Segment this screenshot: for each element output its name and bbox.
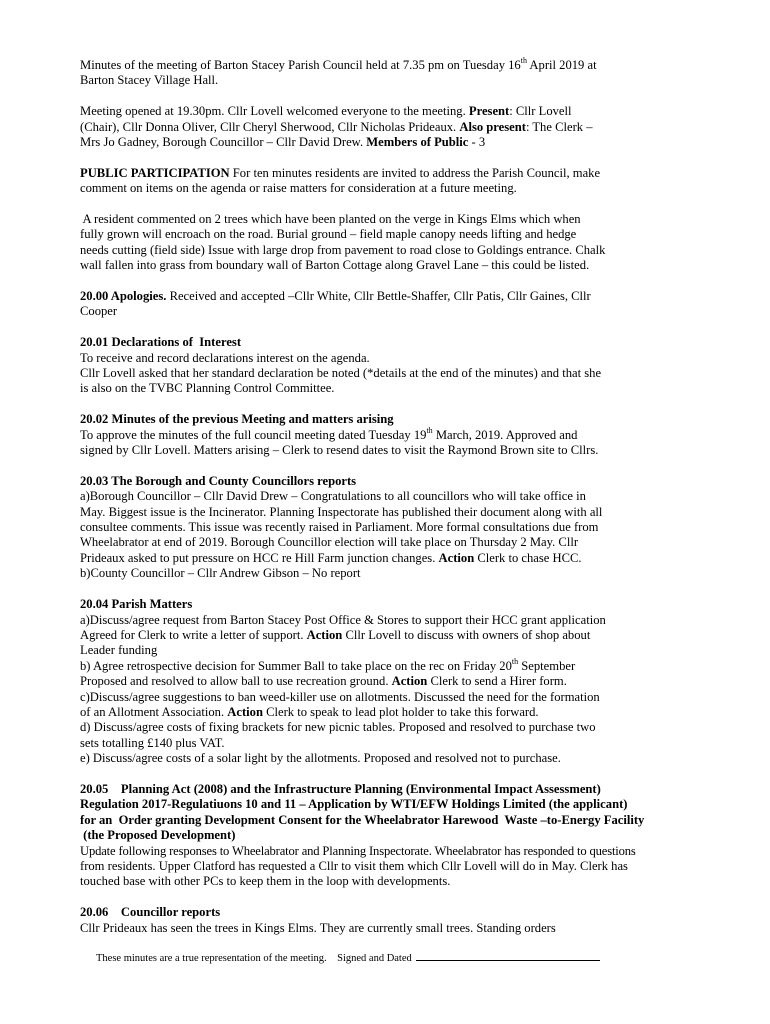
borough-line-3: consultee comments. This issue was recently raised in Parliament. More formal consultations due from bbox=[80, 520, 599, 535]
borough-line-1: a)Borough Councillor – Cllr David Drew – Congratulations to all councillors who will take office in bbox=[80, 489, 586, 504]
opening-text: : Cllr Lovell bbox=[509, 104, 572, 119]
minutes-text: March, 2019. Approved and bbox=[432, 427, 578, 442]
parish-matters-section bbox=[80, 597, 740, 766]
opening-text: Mrs Jo Gadney, Borough Councillor – Cllr David Drew. bbox=[80, 135, 367, 150]
parish-text: of an Allotment Association. bbox=[80, 704, 228, 719]
apologies-text: Received and accepted –Cllr White, Cllr Bettle-Shaffer, Cllr Patis, Cllr Gaines, Cllr bbox=[166, 289, 591, 304]
opening-text: : The Clerk – bbox=[525, 119, 593, 134]
public-line-2: comment on items on the agenda or raise matters for consideration at a future meeting. bbox=[80, 181, 517, 196]
planning-line-3: touched base with other PCs to keep them in the loop with developments. bbox=[80, 874, 451, 889]
minutes-line-2: signed by Cllr Lovell. Matters arising – Clerk to resend dates to visit the Raymond Brown site to Cllrs. bbox=[80, 443, 599, 458]
councillors-reports-section bbox=[80, 474, 740, 582]
ordinal-suffix: th bbox=[520, 56, 527, 66]
public-participation-heading: PUBLIC PARTICIPATION bbox=[80, 165, 230, 180]
intro-paragraph bbox=[80, 58, 740, 89]
parish-text: Agreed for Clerk to write a letter of support. bbox=[80, 627, 307, 642]
members-of-public-label: Members of Public bbox=[366, 135, 469, 150]
intro-text: April 2019 at bbox=[526, 58, 597, 72]
apologies-section bbox=[80, 289, 740, 320]
planning-act-section bbox=[80, 782, 740, 890]
apologies-line-2: Cooper bbox=[80, 304, 118, 319]
declarations-line-3: is also on the TVBC Planning Control Committee. bbox=[80, 381, 335, 396]
opening-paragraph bbox=[80, 104, 740, 150]
resident-line-3: needs cutting (field side) Issue with large drop from pavement to road close to Goldings entrance. Chalk bbox=[80, 242, 606, 257]
ordinal-suffix: th bbox=[426, 425, 433, 435]
minutes-line-1 bbox=[80, 425, 740, 443]
footer-text: These minutes are a true representation of the meeting. Signed and Dated bbox=[96, 953, 415, 964]
resident-comment-paragraph bbox=[80, 212, 740, 274]
declarations-heading: 20.01 Declarations of Interest bbox=[80, 335, 242, 350]
planning-heading-line-3: for an Order granting Development Consent for the Wheelabrator Harewood Waste –to-Energy Facility bbox=[80, 812, 645, 827]
opening-text: (Chair), Cllr Donna Oliver, Cllr Cheryl Sherwood, Cllr Nicholas Prideaux. bbox=[80, 119, 460, 134]
planning-line-2: from residents. Upper Clatford has requested a Cllr to visit them which Cllr Lovell will do in May. Clerk has bbox=[80, 858, 628, 873]
public-participation-paragraph bbox=[80, 166, 740, 197]
councillor-reports-heading: 20.06 Councillor reports bbox=[80, 905, 221, 920]
opening-line-3 bbox=[80, 135, 740, 150]
borough-line-4: Wheelabrator at end of 2019. Borough Councillor election will take place on Thursday 2 May. Cllr bbox=[80, 535, 579, 550]
public-text: For ten minutes residents are invited to address the Parish Council, make bbox=[229, 165, 601, 180]
opening-line-2 bbox=[80, 120, 740, 135]
action-label: Action bbox=[306, 627, 343, 642]
also-present-label: Also present bbox=[459, 119, 526, 134]
parish-text: Cllr Lovell to discuss with owners of shop about bbox=[342, 627, 591, 642]
parish-line-4 bbox=[80, 659, 740, 674]
planning-line-1: Update following responses to Wheelabrator and Planning Inspectorate. Wheelabrator has responded to questions bbox=[80, 843, 636, 858]
parish-text: Clerk to send a Hirer form. bbox=[427, 674, 567, 689]
borough-text: Clerk to chase HCC. bbox=[474, 550, 582, 565]
parish-line-6: c)Discuss/agree suggestions to ban weed-killer use on allotments. Discussed the need for the formation bbox=[80, 689, 600, 704]
borough-line-5 bbox=[80, 551, 740, 566]
signature-line bbox=[416, 951, 600, 961]
parish-line-3: Leader funding bbox=[80, 643, 158, 658]
present-label: Present bbox=[468, 104, 510, 119]
apologies-heading: 20.00 Apologies. bbox=[80, 289, 167, 304]
resident-line-4: wall fallen into grass from boundary wall of Barton Cottage along Gravel Lane – this could be listed. bbox=[80, 258, 590, 273]
planning-heading-line-1: 20.05 Planning Act (2008) and the Infrastructure Planning (Environmental Impact Assessment) bbox=[80, 781, 601, 796]
intro-line-2: Barton Stacey Village Hall. bbox=[80, 73, 219, 88]
declarations-section bbox=[80, 335, 740, 397]
parish-line-1: a)Discuss/agree request from Barton Stacey Post Office & Stores to support their HCC grant application bbox=[80, 612, 606, 627]
action-label: Action bbox=[227, 704, 263, 719]
opening-line-1 bbox=[80, 104, 740, 119]
parish-text: Clerk to speak to lead plot holder to take this forward. bbox=[262, 704, 539, 719]
planning-heading-line-2: Regulation 2017-Regulatiuons 10 and 11 – Application by WTI/EFW Holdings Limited (the applicant) bbox=[80, 797, 628, 812]
previous-minutes-heading: 20.02 Minutes of the previous Meeting and matters arising bbox=[80, 412, 394, 427]
parish-matters-heading: 20.04 Parish Matters bbox=[80, 597, 193, 612]
borough-line-2: May. Biggest issue is the Incinerator. Planning Inspectorate has published their document along with all bbox=[80, 504, 603, 519]
page-footer bbox=[96, 951, 600, 964]
ordinal-suffix: th bbox=[511, 657, 519, 667]
councillor-line-1: Cllr Prideaux has seen the trees in Kings Elms. They are currently small trees. Standing orders bbox=[80, 920, 556, 935]
parish-text: Proposed and resolved to allow ball to use recreation ground. bbox=[80, 674, 392, 689]
opening-text: Meeting opened at 19.30pm. Cllr Lovell welcomed everyone to the meeting. bbox=[80, 104, 469, 119]
public-line-1 bbox=[80, 166, 740, 181]
parish-line-8: d) Discuss/agree costs of fixing brackets for new picnic tables. Proposed and resolved to purchase two bbox=[80, 720, 596, 735]
county-line: b)County Councillor – Cllr Andrew Gibson – No report bbox=[80, 566, 361, 581]
intro-line-1 bbox=[80, 58, 740, 73]
borough-text: Prideaux asked to put pressure on HCC re Hill Farm junction changes. bbox=[80, 550, 439, 565]
parish-line-2 bbox=[80, 628, 740, 643]
opening-text: - 3 bbox=[468, 135, 486, 150]
parish-line-7 bbox=[80, 705, 740, 720]
minutes-document bbox=[80, 58, 740, 936]
action-label: Action bbox=[391, 674, 428, 689]
apologies-line-1 bbox=[80, 289, 740, 304]
parish-text: b) Agree retrospective decision for Summer Ball to take place on the rec on Friday 20 bbox=[80, 658, 512, 673]
previous-minutes-section bbox=[80, 412, 740, 458]
parish-text: September bbox=[518, 658, 576, 673]
action-label: Action bbox=[438, 550, 475, 565]
intro-text: Minutes of the meeting of Barton Stacey Parish Council held at 7.35 pm on Tuesday 16 bbox=[80, 58, 521, 72]
declarations-line-2: Cllr Lovell asked that her standard declaration be noted (*details at the end of the minutes) and that she bbox=[80, 366, 602, 381]
resident-line-1: A resident commented on 2 trees which have been planted on the verge in Kings Elms which when bbox=[80, 212, 581, 227]
parish-line-9: sets totalling £140 plus VAT. bbox=[80, 735, 225, 750]
planning-heading-line-4: (the Proposed Development) bbox=[80, 828, 236, 843]
parish-line-10: e) Discuss/agree costs of a solar light by the allotments. Proposed and resolved not to purchase. bbox=[80, 751, 561, 766]
declarations-line-1: To receive and record declarations interest on the agenda. bbox=[80, 350, 370, 365]
councillor-reports-section bbox=[80, 905, 740, 936]
resident-line-2: fully grown will encroach on the road. Burial ground – field maple canopy needs lifting and hedge bbox=[80, 227, 577, 242]
minutes-text: To approve the minutes of the full council meeting dated Tuesday 19 bbox=[80, 427, 427, 442]
councillors-reports-heading: 20.03 The Borough and County Councillors reports bbox=[80, 473, 357, 488]
parish-line-5 bbox=[80, 674, 740, 689]
